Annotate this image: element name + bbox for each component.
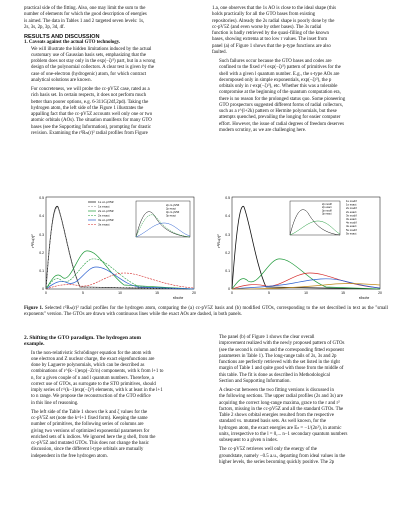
x-tick-label: 0 (45, 291, 47, 295)
figure-1a-plot (28, 193, 198, 301)
text-line: rich basis set. In certain respects, it does not perform much (31, 93, 147, 99)
text-line: standard vs. mutated basis sets. As well known, for the (219, 419, 327, 425)
legend-entry: 3s cc-pV5Z (98, 218, 114, 223)
text-line: cc-pV5Z set (note the k=l+1 fixed form). Keeping the same (31, 416, 148, 421)
x-axis-label: r/bohr (172, 295, 184, 300)
text-line: giving two versions of optimized exponential parameters for (31, 428, 150, 434)
failures-paragraph (212, 59, 388, 134)
text-line: number of primitives, the following series of columns are (31, 422, 144, 428)
caption-text: Selected r²Rₙₗ(r)² radial profiles for the hydrogen atom, comparing the (a) cc-pV5Z basis and (b) modified GTOs, corresponding to the set described in text as the "small exponents" version. The GTOs are drawn with continuous lines while the exact AOs are dashed, in both panels. (24, 306, 388, 318)
text-line: enriched sets of k indices. We ignored here the g shell, from the (31, 434, 156, 440)
y-tick-label: 0.4 (225, 214, 230, 218)
inset-legend-entry: 3p exact (322, 212, 332, 216)
y-axis-label: r²Rₙₗ(r)² (216, 234, 221, 248)
legend (346, 199, 357, 235)
legend-entry: 1s modif (346, 199, 357, 203)
concreteness-paragraph (24, 87, 200, 137)
text-line: better than poorer options, e.g. 6-311G(2df,2pd). Taking the (31, 99, 149, 105)
text-line: margin of Table 1 and quite good with those from the middle of (219, 366, 344, 372)
text-line: We will illustrate the hidden limitations induced by the actual (31, 46, 152, 52)
text-line: (see the second k column and the corresponding fitted exponent (219, 347, 344, 353)
text-line: panel (a) of Figure 1 shows that the p-type functions are also (212, 43, 331, 49)
text-line: revision. Examining the r²Rₙₗ(r)² radial profiles from Figure (31, 130, 148, 136)
text-line: For concreteness, we will probe the cc-pV5Z case, rated as a (31, 87, 150, 92)
table-1-paragraph (24, 410, 200, 460)
right-column-bottom (212, 335, 388, 466)
text-line: 2. Shifting the GTO paradigm. The hydrogen atom (24, 335, 141, 341)
schrodinger-paragraph (24, 351, 200, 407)
legend-entry: 5s exact (346, 231, 357, 236)
caveats-subheading: 1. Caveats against the actual GTO technology. (24, 40, 121, 46)
clear-cut-paragraph (212, 388, 388, 444)
observation-paragraph (212, 6, 388, 56)
y-tick-label: 0.5 (225, 196, 230, 200)
x-tick-label: 5 (82, 291, 84, 295)
text-line: effort. However, the issue of radial degrees of freedom deserves (219, 121, 345, 127)
text-line: bases (see the Supporting Information), prompting for drastic (31, 124, 152, 130)
legend-entry: 3s modif (346, 213, 357, 218)
x-axis-label: r/bohr (358, 295, 370, 300)
inset-legend-entry: 3p cc-pV5Z (166, 211, 180, 214)
y-tick-label: 0.3 (39, 233, 44, 237)
text-line: parameters in Table 1). The long-range tails of 2s, 3s and 2p (219, 353, 337, 359)
text-line: Such failures occur because the GTO bases and codes are (219, 59, 332, 64)
legend-entry: 2s exact (346, 209, 357, 214)
x-tick-label: 20 (192, 291, 196, 295)
inset-legend-entry: 2p exact (322, 206, 332, 210)
text-line: done by Laguerre polynomials, which can be described as (31, 363, 145, 368)
text-line: modern scrutiny, as we are challenging here. (219, 127, 307, 133)
text-line: number of elements for which the good description of energies (24, 12, 147, 18)
y-tick-label: 0.2 (39, 251, 44, 255)
figure-1 (28, 193, 384, 303)
text-line: appalling fact that the cc-pV5Z accounts well only one or two (31, 112, 153, 117)
section-2-heading (24, 335, 200, 348)
inset-frame (290, 201, 340, 235)
text-line: one electron and Z nuclear charge, the exact eigenfunctions are (31, 356, 155, 362)
text-line: independent in the free hydrogen atom. (31, 453, 108, 459)
text-line: repositories). Already the 2s radial shape is poorly done by the (212, 18, 335, 24)
inset-legend-entry: 3p modif (322, 209, 332, 213)
x-tick-label: 20 (378, 291, 382, 295)
text-line: design of the polynomial collectors. A clear test is given by the (31, 65, 155, 71)
y-tick-label: 0 (228, 287, 230, 291)
intro-paragraph (24, 6, 200, 31)
x-tick-label: 10 (118, 291, 122, 295)
inset-legend-entry: 3p exact (166, 214, 176, 218)
y-tick-label: 0 (42, 287, 44, 291)
y-tick-label: 0.2 (225, 251, 230, 255)
text-line: The left side of the Table 1 shows the k and ζ values for the (31, 409, 148, 415)
legend-entry: 1s exact (346, 202, 357, 207)
text-line: decomposed only in simple exponentials, exp(−ζr²), the p (219, 77, 332, 83)
y-tick-label: 0.3 (225, 233, 230, 237)
text-line: improvement realized with the newly proposed pattern of GTOs (219, 341, 345, 347)
text-line: attempts quenched, prevailing the longing for easier computer (219, 115, 341, 121)
y-tick-labels (39, 196, 44, 291)
text-line: atomic orbitals (AOs). The situation manifests for many GTO (31, 118, 152, 124)
text-line: units, irrespective to the l = 0,... n−1 secondary quantum numbers (219, 431, 348, 437)
text-line: A clear-cut between the two fitting versions is discussed in (219, 388, 334, 393)
text-line: there is no reason for the prolonged status quo. Some pioneering (219, 96, 346, 102)
text-line: confined to the fixed r^l exp(−ζr²) pattern of primitives for the (219, 65, 341, 71)
text-line: compromise at the beginning of the quantum computation era, (219, 90, 341, 96)
x-tick-label: 15 (155, 291, 159, 295)
caption-label: Figure 1. (24, 306, 44, 311)
text-line: factors, missing in the cc-pV5Z and all the standard GTOs. The (219, 406, 344, 412)
legend-entry: 4s exact (346, 224, 357, 229)
text-line: cc-pV5Z and mutated GTOs. This does not change the basic (31, 441, 149, 446)
text-line: orbitals only in r·exp(−ζr²), etc. Whether this was a tolerable (219, 84, 338, 89)
text-line: imply series of r^(k−1)exp(−ζr²) elements, with k at least in the l+1 (31, 388, 163, 393)
text-line: problem does not stay only in the exp(−ζr²) part, but in a wrong (31, 59, 156, 64)
x-tick-label: 5 (268, 291, 270, 295)
text-line: combinations of r^(k−1)exp(−Zr/n) components, with k from l+1 to (31, 369, 164, 375)
text-line: shell with a given l quantum number. E.g., the s-type AOs are (219, 71, 340, 77)
text-line: analytical solutions are known. (31, 77, 92, 83)
y-tick-label: 0.5 (39, 196, 44, 200)
legend-entry: 1s cc-pV5Z (98, 200, 114, 205)
text-line: 1.a, one observes that the 1s AO is close to the ideal shape (this (212, 6, 337, 11)
results-heading: RESULTS AND DISCUSSION (24, 34, 100, 40)
text-line: function is badly retrieved by the quasi-filling of the known (212, 31, 329, 36)
text-line: Section and Supporting Information. (219, 378, 291, 384)
text-line: customary use of Gaussian basis sets, emphasizing that the (31, 52, 147, 58)
figure-caption (24, 306, 388, 318)
text-line: this table. The fit is done as described in Methodological (219, 372, 331, 378)
y-axis-label: r²Rₙₗ(r)² (30, 234, 35, 248)
text-line: The panel (b) of Figure 1 shows the clear overall (219, 335, 315, 340)
we-will-paragraph (24, 47, 200, 85)
legend-entry: 2s modif (346, 206, 357, 211)
text-line: practical side of the fitting. Also, one may limit the sum to the (24, 6, 146, 11)
text-line: such as a r^(l+2k) pattern or Hermite polynomials, but these (219, 109, 337, 114)
inset-legend-entry: 2p modif (322, 203, 332, 206)
left-column-bottom (24, 335, 200, 460)
text-line: holds practically for all the GTO bases from existing (212, 12, 316, 18)
figure-1b-plot (214, 193, 384, 301)
right-column-top (212, 6, 388, 134)
text-line: example. (24, 341, 45, 348)
text-line: to n range. We propose the reconstruction of the GTO edifice (31, 394, 151, 400)
text-line: groundstate, namely −0.5 a.u., departing from ideal values in the (219, 453, 346, 459)
text-line: hydrogen atom, the exact energies are Eₙ = −1/(2n²), in atomic (219, 425, 342, 431)
legend-entry: 3s exact (98, 222, 110, 227)
text-line: subsequent to a given n index. (219, 438, 279, 443)
text-line: hydrogen atom, the left side of the Figure 1 illustrates the (31, 105, 144, 111)
figure-1a-inset (136, 201, 190, 237)
text-line: case of one-electron (hydrogenic) atom, for which contract (31, 71, 147, 77)
legend-entry: 2s exact (98, 213, 110, 218)
x-tick-label: 15 (341, 291, 345, 295)
y-tick-labels (225, 196, 230, 291)
legend-entry: 2s cc-pV5Z (98, 209, 114, 214)
inset-legend-entry: 2p exact (166, 207, 176, 211)
text-line: In the non-relativistic Schrödinger equation for the atom with (31, 350, 152, 356)
y-tick-label: 0.1 (225, 269, 230, 273)
text-line: 2s, 3s, 2p, 3p, 3d, 4f. (24, 24, 65, 30)
legend-entry: 5s modif (346, 227, 357, 232)
legend-entry: 1s exact (98, 204, 110, 209)
inset-legend-entry: 2p cc-pV5Z (166, 204, 180, 207)
legend-entry: 3s exact (346, 217, 357, 221)
groundstate-paragraph (212, 447, 388, 466)
y-tick-label: 0.1 (39, 269, 44, 273)
text-line: functions are perfectly retrieved with the set listed in the right (219, 360, 340, 365)
text-line: correct use of GTOs, as surrogate to the STO primitives, should (31, 381, 156, 387)
y-tick-label: 0.4 (39, 214, 44, 218)
text-line: is aimed. The data in Tables 1 and 2 targeted seven levels: 1s, (24, 18, 145, 24)
text-line: The cc-pV5Z retrieves well only the energy of the (219, 447, 317, 453)
legend-entry: 4s modif (346, 220, 357, 225)
left-column-top (24, 6, 200, 137)
text-line: faulted. (212, 49, 227, 55)
text-line: Table 2 shows orbital energies resulted from the respective (219, 413, 335, 418)
x-tick-label: 0 (231, 291, 233, 295)
text-line: in this line of reasoning. (31, 400, 79, 406)
text-line: acquiring the correct long-range maxima, grace to the r and r² (219, 400, 340, 406)
text-line: n, for a given couple of n and l quantum numbers. Therefore, a (31, 375, 154, 381)
text-line: cc-pV5Z (and even worse by other bases). The 3s radial (212, 24, 322, 30)
text-line: GTO prospectors suggested different forms of radial collectors, (219, 102, 343, 108)
x-tick-label: 10 (304, 291, 308, 295)
panel-b-paragraph (212, 335, 388, 385)
text-line: discussion, since the different l-type orbitals are mutually (31, 447, 144, 453)
text-line: bases, showing extrema at too low r values. The inset from (212, 37, 328, 43)
text-line: the following sections. The upper radial profiles (2s and 3s) are (219, 394, 343, 400)
figure-1b-inset (290, 201, 340, 235)
text-line: higher levels, the series becoming quickly positive. The 2p (219, 459, 335, 465)
